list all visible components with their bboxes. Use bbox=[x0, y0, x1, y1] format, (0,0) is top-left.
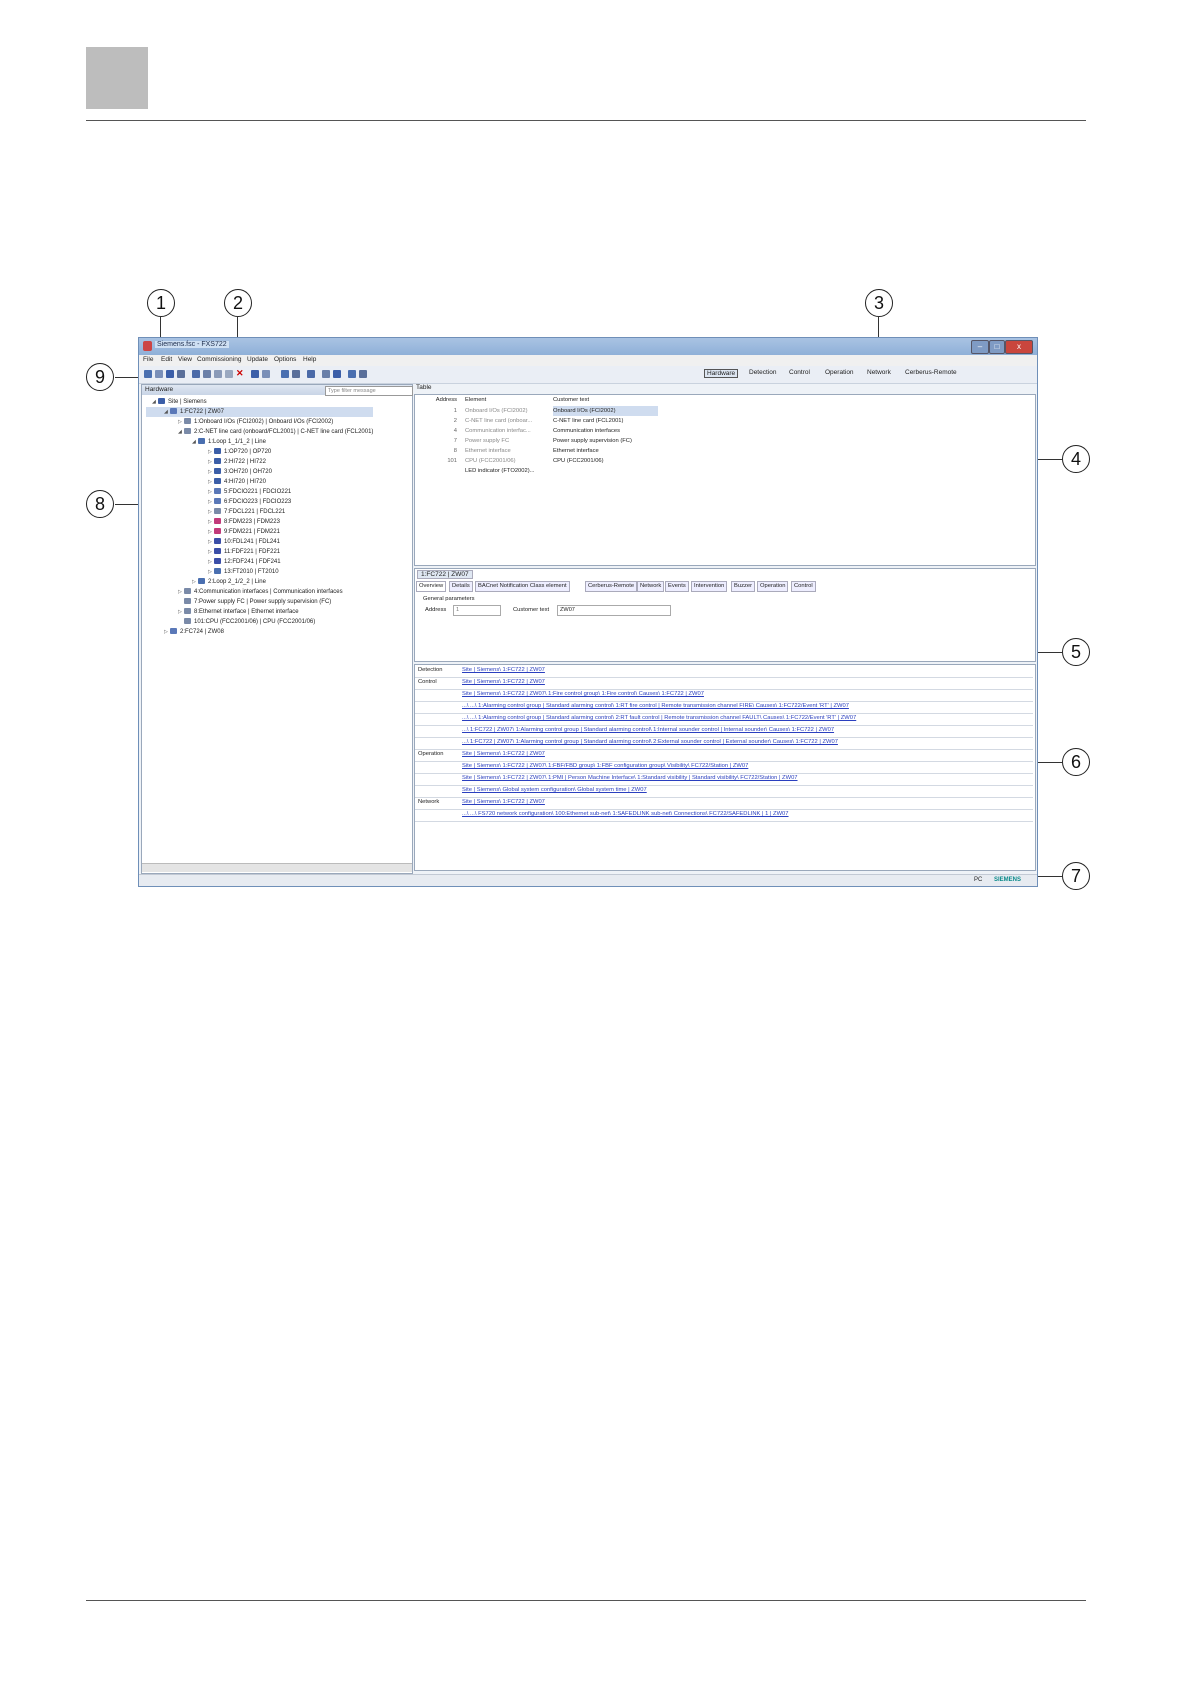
tree-header-label: Hardware bbox=[145, 386, 174, 393]
tree-node[interactable]: ▷ 2:Loop 2_1/2_2 | Line bbox=[192, 579, 266, 585]
tab-overview[interactable]: Overview bbox=[416, 581, 446, 592]
callout-4: 4 bbox=[1062, 445, 1090, 473]
general-parameters-label: General parameters bbox=[423, 596, 475, 602]
element-table bbox=[414, 394, 1036, 566]
customer-text-label: Customer text bbox=[513, 607, 550, 613]
tree-node[interactable]: ◢ 1:Loop 1_1/1_2 | Line bbox=[192, 439, 266, 445]
view-cerberus-remote-button[interactable]: Cerberus-Remote bbox=[905, 369, 957, 376]
tab-control[interactable]: Control bbox=[791, 581, 816, 592]
tree-node[interactable]: ▷ 5:FDCIO221 | FDCIO221 bbox=[208, 489, 292, 495]
open-icon[interactable] bbox=[144, 370, 152, 378]
tree-node[interactable]: ▷ 12:FDF241 | FDF241 bbox=[208, 559, 281, 565]
tree-node[interactable]: ▷ 1:Onboard I/Os (FCI2002) | Onboard I/Os (FCI2002) bbox=[178, 419, 334, 425]
callout-7: 7 bbox=[1062, 862, 1090, 890]
tab-details[interactable]: Details bbox=[449, 581, 473, 592]
table-row[interactable]: 1 Onboard I/Os (FCI2002) Onboard I/Os (FCI2002) bbox=[417, 406, 658, 416]
table-header-row bbox=[417, 395, 658, 405]
table-title: Table bbox=[416, 384, 432, 391]
tree-node[interactable]: ▷ 9:FDM221 | FDM221 bbox=[208, 529, 280, 535]
col-address: Address bbox=[435, 397, 457, 403]
tree-node[interactable]: ▷ 7:FDCL221 | FDCL221 bbox=[208, 509, 286, 515]
tree-node[interactable]: ▷ 8:Ethernet interface | Ethernet interface bbox=[178, 609, 299, 615]
callout-1: 1 bbox=[147, 289, 175, 317]
status-bar bbox=[139, 874, 1037, 887]
customer-text-field[interactable]: ZW07 bbox=[557, 605, 671, 616]
horizontal-scrollbar[interactable] bbox=[142, 863, 412, 872]
link-row[interactable]: Site | Siemens\ Global system configuration\ Global system time | ZW07 bbox=[415, 785, 1033, 798]
tree-node[interactable]: ▷ 10:FDL241 | FDL241 bbox=[208, 539, 280, 545]
view-detection-button[interactable]: Detection bbox=[749, 369, 777, 376]
close-button[interactable]: x bbox=[1005, 340, 1033, 354]
import-icon[interactable] bbox=[281, 370, 289, 378]
table-row[interactable]: 4 Communication interfac... Communication interfaces bbox=[453, 428, 621, 434]
callout-2: 2 bbox=[224, 289, 252, 317]
link-row[interactable]: Site | Siemens\ 1:FC722 | ZW07\ 1:Fire control group\ 1:Fire control\ Causes\ 1:FC722 | ZW07 bbox=[415, 689, 1033, 702]
table-row[interactable]: 8 Ethernet interface Ethernet interface bbox=[453, 448, 599, 454]
header-rule bbox=[86, 120, 1086, 121]
table-row[interactable]: 7 Power supply FC Power supply supervision (FC) bbox=[453, 438, 632, 444]
detail-editor bbox=[414, 568, 1036, 662]
link-row[interactable]: Site | Siemens\ 1:FC722 | ZW07\ 1:FBF/FBD group\ 1:FBF configuration group\ Visibility\ FC722/Station | ZW07 bbox=[415, 761, 1033, 774]
address-label: Address bbox=[425, 607, 447, 613]
tab-events[interactable]: Events bbox=[665, 581, 689, 592]
menu-edit[interactable]: Edit bbox=[161, 356, 173, 363]
tab-buzzer[interactable]: Buzzer bbox=[731, 581, 755, 592]
link-row[interactable]: Operation Site | Siemens\ 1:FC722 | ZW07 bbox=[415, 749, 1033, 762]
menu-view[interactable]: View bbox=[178, 356, 192, 363]
print-icon[interactable] bbox=[177, 370, 185, 378]
cut-icon[interactable] bbox=[203, 370, 211, 378]
minimize-button[interactable]: – bbox=[971, 340, 989, 354]
menu-commissioning[interactable]: Commissioning bbox=[197, 356, 242, 363]
link-row[interactable]: Detection Site | Siemens\ 1:FC722 | ZW07 bbox=[415, 665, 1033, 678]
view-control-button[interactable]: Control bbox=[789, 369, 810, 376]
tree-node[interactable]: 101:CPU (FCC2001/06) | CPU (FCC2001/06) bbox=[146, 617, 373, 627]
folder-icon[interactable] bbox=[155, 370, 163, 378]
col-element: Element bbox=[465, 397, 487, 403]
toolbar bbox=[139, 366, 1037, 384]
relationship-links bbox=[414, 664, 1036, 871]
app-window bbox=[138, 337, 1038, 887]
export-icon[interactable] bbox=[292, 370, 300, 378]
tab-intervention[interactable]: Intervention bbox=[691, 581, 727, 592]
view-operation-button[interactable]: Operation bbox=[825, 369, 854, 376]
menu-help[interactable]: Help bbox=[303, 356, 317, 363]
app-icon bbox=[143, 341, 152, 351]
content-pane bbox=[414, 384, 1034, 872]
tree-node[interactable]: ◢ 1:FC722 | ZW07 bbox=[146, 407, 373, 417]
link-row[interactable]: Network Site | Siemens\ 1:FC722 | ZW07 bbox=[415, 797, 1033, 810]
menu-bar bbox=[139, 355, 1037, 366]
undo-icon[interactable] bbox=[251, 370, 259, 378]
tree-node[interactable]: ◢ Site | Siemens bbox=[152, 399, 207, 405]
tree-node[interactable]: ▷ 13:FT2010 | FT2010 bbox=[208, 569, 279, 575]
callout-8: 8 bbox=[86, 490, 114, 518]
menu-file[interactable]: File bbox=[143, 356, 154, 363]
tree-header bbox=[142, 385, 412, 395]
save-icon[interactable] bbox=[166, 370, 174, 378]
link-row[interactable]: ...\ ...\ 1:Alarming control group | Standard alarming control\ 2:RT fault control | Remote transmission channel FAULT\ Causes\ 1:FC722/Event 'RT' | ZW07 bbox=[415, 713, 1033, 726]
table-row[interactable]: 101 CPU (FCC2001/06) CPU (FCC2001/06) bbox=[447, 458, 604, 464]
tree-node[interactable]: ▷ 6:FDCIO223 | FDCIO223 bbox=[208, 499, 292, 505]
callout-3: 3 bbox=[865, 289, 893, 317]
paste-special-icon[interactable] bbox=[225, 370, 233, 378]
tab-network[interactable]: Network bbox=[637, 581, 664, 592]
detail-title: 1:FC722 | ZW07 bbox=[417, 570, 473, 579]
link-row[interactable]: Site | Siemens\ 1:FC722 | ZW07\ 1:PMI | Person Machine Interface\ 1:Standard visibility | Standard visibility\ FC722/Station | ZW07 bbox=[415, 773, 1033, 786]
col-customer-text: Customer text bbox=[553, 397, 590, 403]
tree-node[interactable]: 7:Power supply FC | Power supply supervision (FC) bbox=[146, 597, 373, 607]
hardware-tree bbox=[146, 397, 373, 637]
callout-9: 9 bbox=[86, 363, 114, 391]
link-row[interactable]: ...\ ...\ 1:Alarming control group | Standard alarming control\ 1:RT fire control | Remote transmission channel FIRE\ Causes\ 1:FC722/Event 'RT' | ZW07 bbox=[415, 701, 1033, 714]
upload-icon[interactable] bbox=[348, 370, 356, 378]
chapter-marker bbox=[86, 47, 148, 109]
tab-bacnet[interactable]: BACnet Notification Class element bbox=[475, 581, 570, 592]
menu-update[interactable]: Update bbox=[247, 356, 268, 363]
title-bar bbox=[139, 338, 1037, 355]
delete-icon[interactable]: ✕ bbox=[236, 368, 244, 378]
table-row[interactable]: LED indicator (FTO2002)... bbox=[465, 468, 535, 474]
menu-options[interactable]: Options bbox=[274, 356, 297, 363]
paste-icon[interactable] bbox=[214, 370, 222, 378]
copy-icon[interactable] bbox=[192, 370, 200, 378]
link-row[interactable]: Control Site | Siemens\ 1:FC722 | ZW07 bbox=[415, 677, 1033, 690]
tree-node[interactable]: ◢ 2:C-NET line card (onboard/FCL2001) | C-NET line card (FCL2001) bbox=[178, 429, 374, 435]
redo-icon[interactable] bbox=[262, 370, 270, 378]
chart-icon[interactable] bbox=[333, 370, 341, 378]
link-row[interactable]: ...\ 1:FC722 | ZW07\ 1:Alarming control group | Standard alarming control\ 1:Internal sounder control | Internal sounder\ Causes\ 1:FC722 | ZW07 bbox=[415, 725, 1033, 738]
view-hardware-button[interactable]: Hardware bbox=[704, 369, 738, 378]
filter-input[interactable]: Type filter message bbox=[325, 386, 413, 396]
address-field[interactable]: 1 bbox=[453, 605, 501, 616]
search-icon[interactable] bbox=[322, 370, 330, 378]
table-row[interactable]: 2 C-NET line card (onboar... C-NET line card (FCL2001) bbox=[453, 418, 624, 424]
compare-icon[interactable] bbox=[307, 370, 315, 378]
tree-node[interactable]: ▷ 4:HI720 | HI720 bbox=[208, 479, 266, 485]
link-row[interactable]: ...\ 1:FC722 | ZW07\ 1:Alarming control group | Standard alarming control\ 2:External sounder control | External sounder\ Causes\ 1:FC722 | ZW07 bbox=[415, 737, 1033, 750]
tree-node[interactable]: ▷ 11:FDF221 | FDF221 bbox=[208, 549, 281, 555]
window-title: Siemens.fsc - FXS722 bbox=[157, 341, 227, 348]
download-icon[interactable] bbox=[359, 370, 367, 378]
tree-node[interactable]: ▷ 4:Communication interfaces | Communication interfaces bbox=[178, 589, 343, 595]
callout-5: 5 bbox=[1062, 638, 1090, 666]
tree-node[interactable]: ▷ 2:FC724 | ZW08 bbox=[164, 629, 224, 635]
callout-7-leader bbox=[1036, 876, 1062, 877]
footer-rule bbox=[86, 1600, 1086, 1601]
callout-6: 6 bbox=[1062, 748, 1090, 776]
tree-node[interactable]: ▷ 2:HI722 | HI722 bbox=[208, 459, 266, 465]
tree-node[interactable]: ▷ 8:FDM223 | FDM223 bbox=[208, 519, 280, 525]
tree-node[interactable]: ▷ 1:OP720 | OP720 bbox=[208, 449, 272, 455]
tree-node[interactable]: ▷ 3:OH720 | OH720 bbox=[208, 469, 272, 475]
status-pc: PC bbox=[974, 877, 983, 883]
tab-operation[interactable]: Operation bbox=[757, 581, 788, 592]
siemens-logo: SIEMENS bbox=[994, 877, 1022, 883]
view-network-button[interactable]: Network bbox=[867, 369, 891, 376]
maximize-button[interactable]: □ bbox=[989, 340, 1005, 354]
tab-cerberus-remote[interactable]: Cerberus-Remote bbox=[585, 581, 637, 592]
hardware-tree-pane bbox=[141, 384, 413, 874]
link-row[interactable]: ...\ ...\ FS720 network configuration\ 100:Ethernet sub-net\ 1:SAFEDLINK sub-net\ Connections\ FC722/SAFEDLINK | 1 | ZW07 bbox=[415, 809, 1033, 822]
